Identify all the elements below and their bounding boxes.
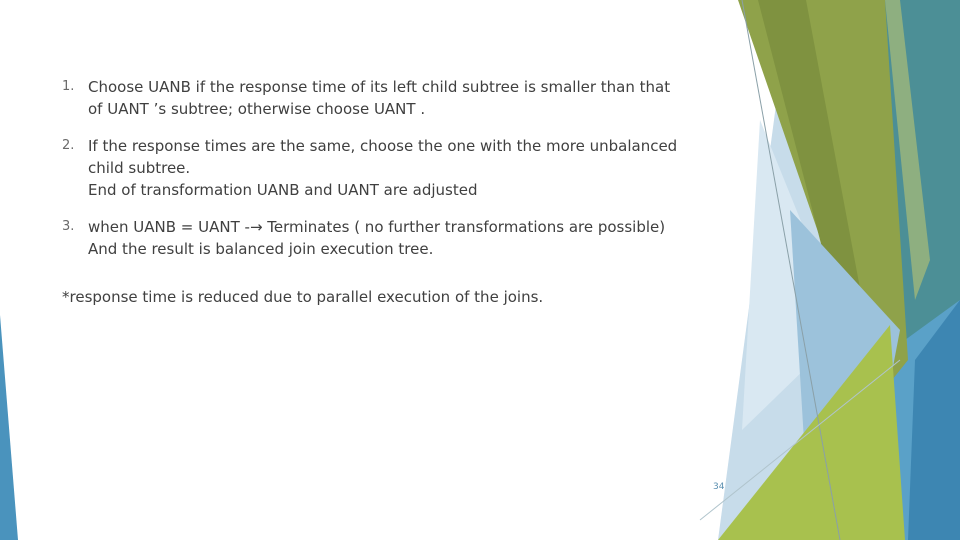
slide-number: 34: [713, 482, 725, 492]
list-item: [62, 76, 732, 120]
list-text-line: Choose UANB if the response time of its left child subtree is smaller than that: [88, 78, 671, 96]
list-text-line: If the response times are the same, choose the one with the more unbalanced: [88, 137, 678, 155]
list-text-line: child subtree.: [88, 159, 191, 177]
left-edge-stripe: [0, 315, 18, 540]
list-item: [62, 135, 732, 201]
footnote: *response time is reduced due to parallel execution of the joins.: [62, 288, 544, 306]
list-number: 2.: [62, 138, 75, 153]
slide-body: [62, 76, 732, 308]
list-number: 3.: [62, 219, 75, 234]
list-text-line: End of transformation UANB and UANT are adjusted: [88, 181, 478, 199]
list-item: [62, 216, 732, 260]
list-number: 1.: [62, 79, 75, 94]
list-text-line: And the result is balanced join execution tree.: [88, 240, 434, 258]
list-text-line: when UANB = UANT -→ Terminates ( no further transformations are possible): [88, 218, 666, 236]
list-text-line: of UANT ’s subtree; otherwise choose UANT .: [88, 100, 426, 118]
numbered-list: [62, 76, 732, 260]
